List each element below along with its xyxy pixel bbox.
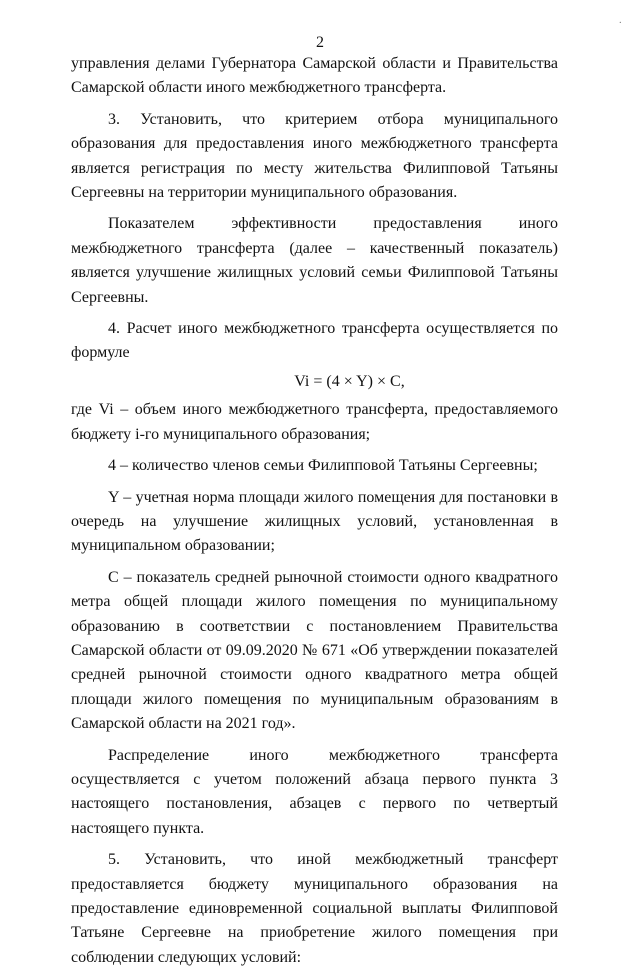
paragraph-item-4: 4. Расчет иного межбюджетного трансферта осуществляется по формуле xyxy=(71,320,558,362)
paragraph-continuation: управления делами Губернатора Самарской области и Правительства Самарской области иного межбюджетного трансферта. xyxy=(71,55,558,97)
document-body xyxy=(71,52,558,970)
paragraph-y-definition: Y – учетная норма площади жилого помещения для постановки в очередь на улучшение жилищных условий, установленная в муниципальном образовании; xyxy=(71,488,558,555)
paragraph-c-definition: C – показатель средней рыночной стоимости одного квадратного метра общей площади жилого помещения по муниципальному образованию в соответствии с постановлением Правительства Самарской области от 09.09.2020 № 671 «Об утверждении показателей средней рыночной стоимости одного квадратного метра общей площади жилого помещения по муниципальным образованиям в Самарской области на 2021 год». xyxy=(71,568,558,733)
scan-mark: · xyxy=(618,18,622,29)
paragraph-quality-indicator: Показателем эффективности предоставления иного межбюджетного трансферта (далее – качественный показатель) является улучшение жилищных условий семьи Филипповой Татьяны Сергеевны. xyxy=(71,215,558,306)
paragraph-distribution: Распределение иного межбюджетного трансферта осуществляется с учетом положений абзаца первого пункта 3 настоящего постановления, абзацев с первого по четвертый настоящего пункта. xyxy=(71,746,558,837)
paragraph-item-3: 3. Установить, что критерием отбора муниципального образования для предоставления иного межбюджетного трансферта является регистрация по месту жительства Филипповой Татьяны Сергеевны на территории муниципального образования. xyxy=(71,110,558,202)
paragraph-item-5: 5. Установить, что иной межбюджетный трансферт предоставляется бюджету муниципального образования на предоставление единовременной социальной выплаты Филипповой Татьяне Сергеевне на приобретение жилого помещения при соблюдении следующих условий: xyxy=(71,851,558,966)
page-number: 2 xyxy=(316,34,324,51)
formula: Vi = (4 × Y) × C, xyxy=(294,372,405,390)
paragraph-where-vi: где Vi – объем иного межбюджетного трансферта, предоставляемого бюджету i-го муниципального образования; xyxy=(71,401,558,443)
paragraph-family-members: 4 – количество членов семьи Филипповой Татьяны Сергеевны; xyxy=(108,457,538,475)
